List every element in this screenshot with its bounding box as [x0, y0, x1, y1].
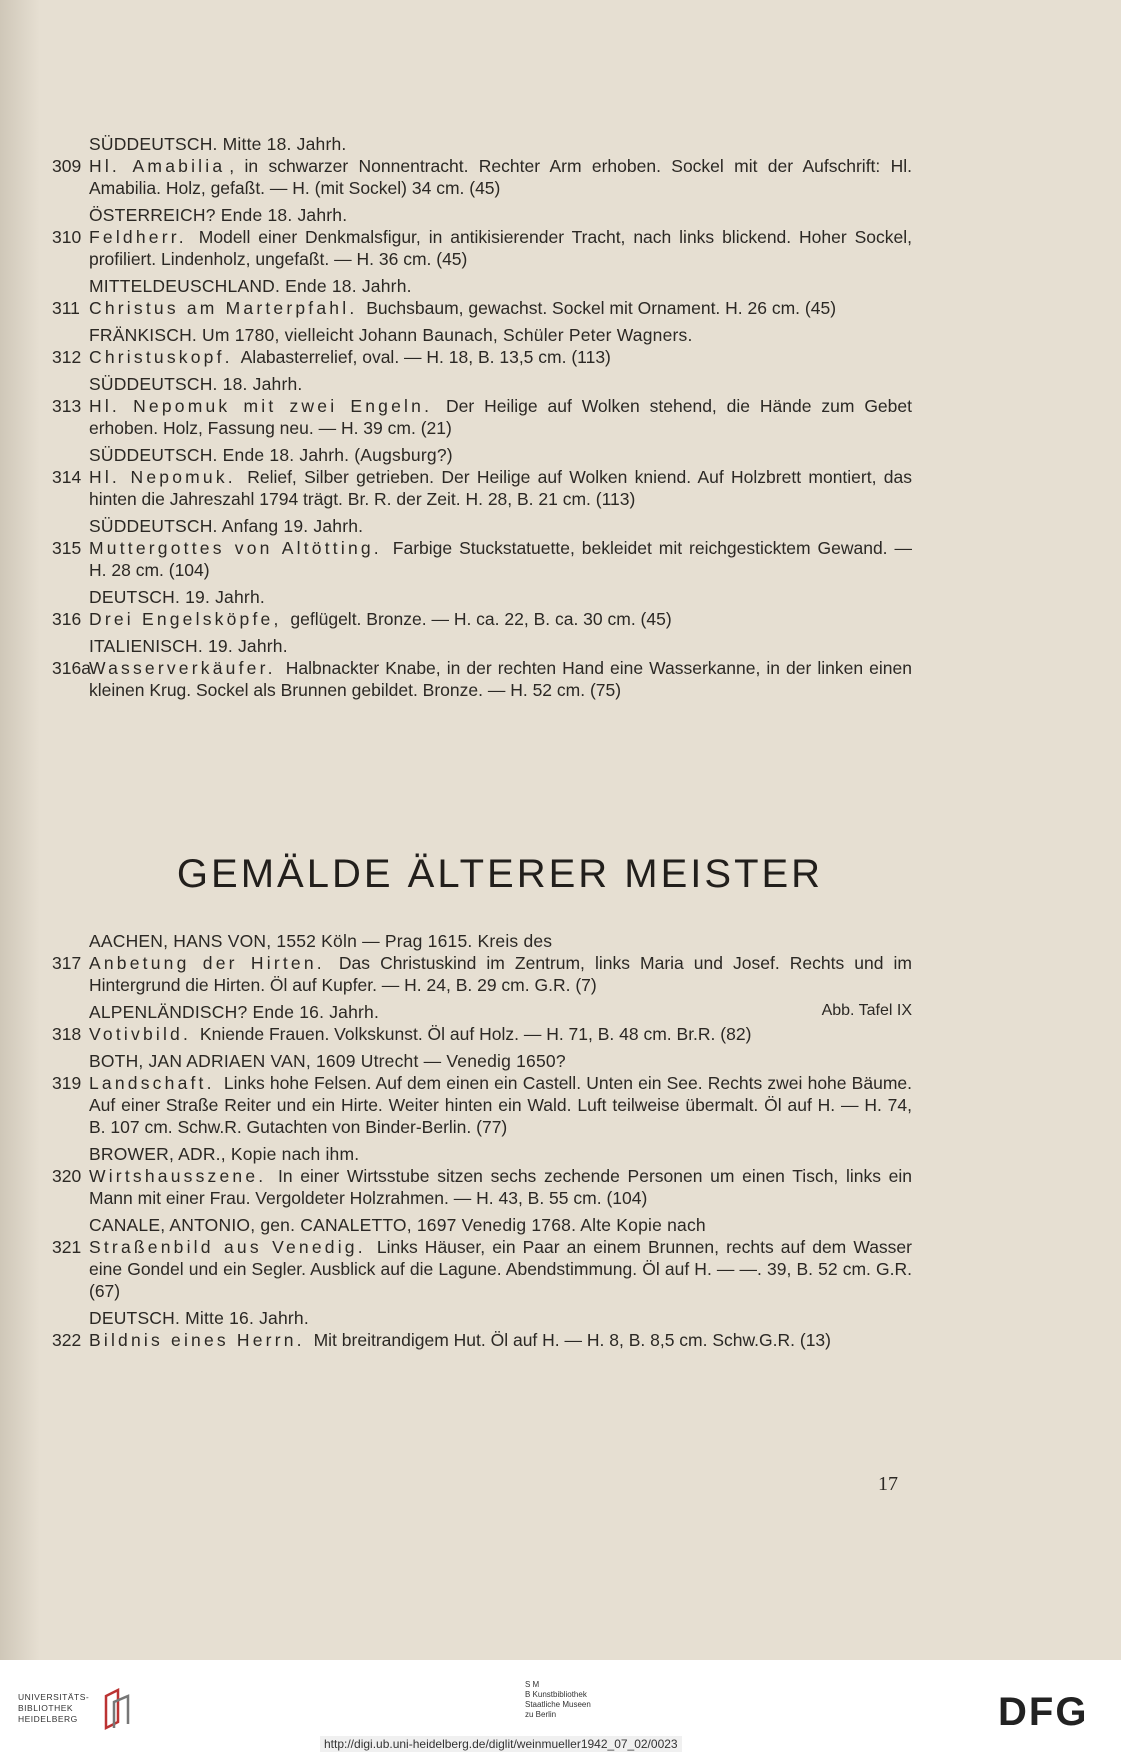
entry-description — [89, 537, 912, 581]
lot-number: 314 — [52, 467, 82, 487]
lot-number: 313 — [52, 396, 82, 416]
catalog-section-paintings — [52, 925, 912, 1351]
entry-text: Halbnackter Knabe, in der rechten Hand eine Wasserkanne, in der linken einen kleinen Krug. Sockel als Brunnen gebildet. Bronze. — H. 52 cm. (75) — [89, 658, 912, 700]
university-library-label — [18, 1692, 89, 1725]
entry-origin-row — [52, 1215, 912, 1236]
entry-title: Feldherr. — [89, 227, 187, 247]
entry-text: Relief, Silber getrieben. Der Heilige auf Wolken kniend. Auf Holzbrett montiert, das hinten die Jahreszahl 1794 trägt. Br. R. der Zeit. H. 28, B. 21 cm. (113) — [89, 467, 912, 509]
museum-line: Staatliche Museen — [525, 1700, 591, 1709]
entry-text: Das Christuskind im Zentrum, links Maria und Josef. Rechts und im Hintergrund die Hirten. Öl auf Kupfer. — H. 24, B. 29 cm. G.R. (7) — [89, 953, 912, 995]
entry-description — [89, 1165, 912, 1209]
lot-number: 309 — [52, 156, 82, 176]
lot-number: 310 — [52, 227, 82, 247]
catalog-entry — [52, 1329, 912, 1351]
uni-line: BIBLIOTHEK — [18, 1703, 74, 1713]
entry-origin-row — [52, 325, 912, 346]
entry-description — [89, 1023, 912, 1045]
lot-number: 316 — [52, 609, 82, 629]
entry-description — [89, 226, 912, 270]
entry-origin: SÜDDEUTSCH. Anfang 19. Jahrh. — [89, 516, 364, 536]
permalink-url[interactable]: http://digi.ub.uni-heidelberg.de/diglit/weinmueller1942_07_02/0023 — [320, 1736, 682, 1752]
entry-text: Links hohe Felsen. Auf dem einen ein Castell. Unten ein See. Rechts zwei hohe Bäume. Auf einer Straße Reiter und ein Hirte. Weiter hinten ein Wald. Luft teilweise übermalt. Öl auf H. — H. 74, B. 107 cm. Schw.R. Gutachten von Binder-Berlin. (77) — [89, 1073, 912, 1137]
entry-text: Kniende Frauen. Volkskunst. Öl auf Holz. — H. 71, B. 48 cm. Br.R. (82) — [195, 1024, 752, 1044]
catalog-entry — [52, 297, 912, 319]
university-logo-icon — [100, 1688, 136, 1732]
lot-number: 311 — [52, 298, 80, 318]
catalog-entry — [52, 952, 912, 996]
entry-text: Links Häuser, ein Paar an einem Brunnen, rechts auf dem Wasser eine Gondel und ein Segler. Ausblick auf die Lagune. Abendstimmung. Öl auf H. — —. 39, B. 52 cm. G.R. (67) — [89, 1237, 912, 1301]
catalog-entry — [52, 395, 912, 439]
entry-title: Wasserverkäufer. — [89, 658, 276, 678]
entry-origin: ÖSTERREICH? Ende 18. Jahrh. — [89, 205, 348, 225]
lot-number: 321 — [52, 1237, 82, 1257]
catalog-entry — [52, 1023, 912, 1045]
entry-text: Buchsbaum, gewachst. Sockel mit Ornament. H. 26 cm. (45) — [361, 298, 837, 318]
entry-origin-row — [52, 205, 912, 226]
catalog-entry — [52, 466, 912, 510]
entry-text: Farbige Stuckstatuette, bekleidet mit reichgesticktem Gewand. — H. 28 cm. (104) — [89, 538, 912, 580]
entry-origin: BROWER, ADR., Kopie nach ihm. — [89, 1144, 360, 1164]
entry-text: Modell einer Denkmalsfigur, in antikisierender Tracht, nach links blickend. Hoher Sockel, profiliert. Lindenholz, ungefaßt. — H. 36 cm. (45) — [89, 227, 912, 269]
entry-origin: MITTELDEUSCHLAND. Ende 18. Jahrh. — [89, 276, 412, 296]
entry-origin-row — [52, 445, 912, 466]
lot-number: 318 — [52, 1024, 82, 1044]
entry-origin: BOTH, JAN ADRIAEN VAN, 1609 Utrecht — Venedig 1650? — [89, 1051, 566, 1071]
page-number: 17 — [878, 1473, 898, 1495]
entry-description — [89, 346, 912, 368]
lot-number: 320 — [52, 1166, 82, 1186]
catalog-entry — [52, 1236, 912, 1302]
lot-number: 322 — [52, 1330, 82, 1350]
entry-origin: AACHEN, HANS VON, 1552 Köln — Prag 1615. Kreis des — [89, 931, 553, 951]
entry-origin: DEUTSCH. Mitte 16. Jahrh. — [89, 1308, 309, 1328]
entry-title: Christuskopf. — [89, 347, 233, 367]
entry-text: geflügelt. Bronze. — H. ca. 22, B. ca. 30 cm. (45) — [285, 609, 672, 629]
entry-text: In einer Wirtsstube sitzen sechs zechende Personen um einen Tisch, links ein Mann mit einer Frau. Vergoldeter Holzrahmen. — H. 43, B. 55 cm. (104) — [89, 1166, 912, 1208]
entry-title: Muttergottes von Altötting. — [89, 538, 382, 558]
entry-description — [89, 297, 912, 319]
plate-reference: Abb. Tafel IX — [821, 1002, 912, 1019]
catalog-entry — [52, 537, 912, 581]
lot-number: 319 — [52, 1073, 82, 1093]
entry-origin-row — [52, 1002, 912, 1023]
entry-origin-row — [52, 1051, 912, 1072]
entry-description — [89, 1236, 912, 1302]
entry-title: Bildnis eines Herrn. — [89, 1330, 305, 1350]
entry-origin: ITALIENISCH. 19. Jahrh. — [89, 636, 288, 656]
entry-origin-row — [52, 1144, 912, 1165]
entry-origin: SÜDDEUTSCH. Mitte 18. Jahrh. — [89, 134, 347, 154]
entry-text: Alabasterrelief, oval. — H. 18, B. 13,5 cm. (113) — [236, 347, 611, 367]
entry-description — [89, 657, 912, 701]
museum-line: S M — [525, 1680, 540, 1689]
entry-origin: FRÄNKISCH. Um 1780, vielleicht Johann Baunach, Schüler Peter Wagners. — [89, 325, 693, 345]
catalog-section-sculpture — [52, 128, 912, 701]
catalog-entry — [52, 1072, 912, 1138]
entry-text: , in schwarzer Nonnentracht. Rechter Arm erhoben. Sockel mit der Aufschrift: Hl. Amabilia. Holz, gefaßt. — H. (mit Sockel) 34 cm. (45) — [89, 156, 913, 198]
lot-number: 312 — [52, 347, 82, 367]
entry-origin: SÜDDEUTSCH. Ende 18. Jahrh. (Augsburg?) — [89, 445, 453, 465]
page-edge-shadow — [0, 0, 40, 1660]
entry-origin: DEUTSCH. 19. Jahrh. — [89, 587, 265, 607]
entry-origin-row — [52, 931, 912, 952]
lot-number: 316a — [52, 658, 91, 678]
entry-text: Der Heilige auf Wolken stehend, die Hände zum Gebet erhoben. Holz, Fassung neu. — H. 39 cm. (21) — [89, 396, 912, 438]
lot-number: 315 — [52, 538, 82, 558]
entry-title: Votivbild. — [89, 1024, 192, 1044]
entry-origin-row — [52, 276, 912, 297]
entry-origin-row — [52, 1308, 912, 1329]
entry-title: Drei Engelsköpfe, — [89, 609, 282, 629]
entry-title: Hl. Amabilia — [89, 156, 226, 176]
museum-line: zu Berlin — [525, 1710, 557, 1719]
museum-line: B Kunstbibliothek — [525, 1690, 587, 1699]
entry-description — [89, 395, 912, 439]
entry-origin-row — [52, 587, 912, 608]
catalog-entry — [52, 657, 912, 701]
entry-origin-row — [52, 374, 912, 395]
entry-origin-row — [52, 516, 912, 537]
entry-origin: SÜDDEUTSCH. 18. Jahrh. — [89, 374, 303, 394]
entry-origin-row — [52, 636, 912, 657]
entry-origin: ALPENLÄNDISCH? Ende 16. Jahrh. — [89, 1002, 380, 1022]
catalog-entry — [52, 226, 912, 270]
entry-title: Christus am Marterpfahl. — [89, 298, 358, 318]
entry-description — [89, 466, 912, 510]
entry-title: Hl. Nepomuk. — [89, 467, 236, 487]
entry-origin: CANALE, ANTONIO, gen. CANALETTO, 1697 Venedig 1768. Alte Kopie nach — [89, 1215, 706, 1235]
catalog-entry — [52, 1165, 912, 1209]
uni-line: HEIDELBERG — [18, 1714, 78, 1724]
uni-line: UNIVERSITÄTS- — [18, 1692, 90, 1702]
entry-description — [89, 155, 912, 199]
entry-title: Wirtshausszene. — [89, 1166, 267, 1186]
entry-text: Mit breitrandigem Hut. Öl auf H. — H. 8, B. 8,5 cm. Schw.G.R. (13) — [308, 1330, 831, 1350]
entry-description — [89, 1329, 912, 1351]
catalog-entry — [52, 608, 912, 630]
entry-title: Straßenbild aus Venedig. — [89, 1237, 366, 1257]
section-heading: GEMÄLDE ÄLTERER MEISTER — [176, 852, 824, 896]
lot-number: 317 — [52, 953, 82, 973]
museum-library-label — [525, 1680, 591, 1720]
catalog-entry — [52, 155, 912, 199]
entry-description — [89, 952, 912, 996]
entry-origin-row — [52, 134, 912, 155]
dfg-logo: DFG — [998, 1690, 1089, 1734]
entry-description — [89, 1072, 912, 1138]
footer-bar — [0, 1660, 1121, 1754]
entry-title: Anbetung der Hirten. — [89, 953, 325, 973]
catalog-entry — [52, 346, 912, 368]
entry-title: Hl. Nepomuk mit zwei Engeln. — [89, 396, 433, 416]
entry-description — [89, 608, 912, 630]
entry-title: Landschaft. — [89, 1073, 215, 1093]
